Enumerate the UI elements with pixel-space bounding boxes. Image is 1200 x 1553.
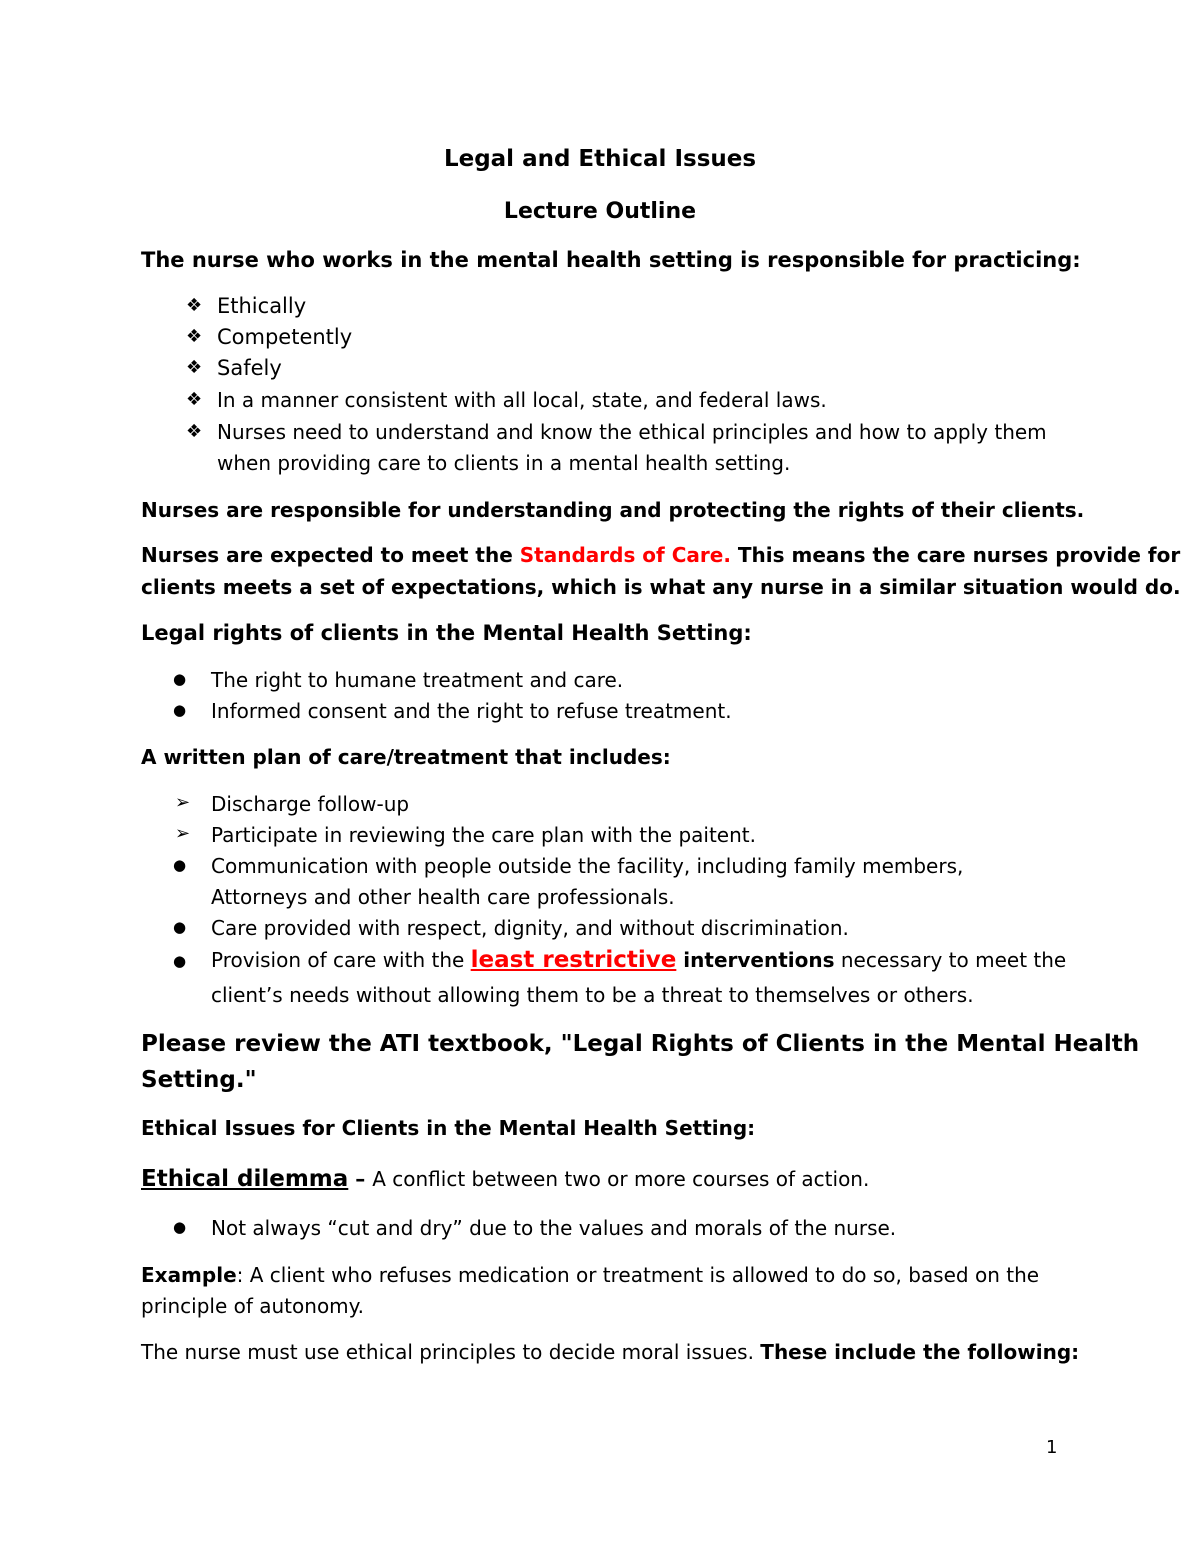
care-plan-heading: A written plan of care/treatment that includes:: [141, 745, 671, 769]
list-item: Safely: [217, 356, 282, 380]
diamond-bullet-icon: ❖: [186, 295, 203, 316]
list-item-continuation: Attorneys and other health care professionals.: [211, 885, 675, 909]
list-item: Participate in reviewing the care plan with the paitent.: [211, 823, 756, 847]
diamond-bullet-icon: ❖: [186, 421, 203, 442]
standards-suffix: This means the care nurses provide for: [730, 543, 1181, 567]
interventions-bold: interventions: [676, 948, 835, 972]
ethical-dilemma-term: Ethical dilemma: [141, 1166, 349, 1192]
list-item-continuation: client’s needs without allowing them to be a threat to themselves or others.: [211, 983, 974, 1007]
dot-bullet-icon: ●: [173, 918, 187, 936]
standards-prefix: Nurses are expected to meet the: [141, 543, 520, 567]
list-item: Discharge follow-up: [211, 792, 410, 816]
closing-bold: These include the following:: [760, 1340, 1080, 1364]
dot-bullet-icon: ●: [173, 952, 187, 970]
list-item: Competently: [217, 325, 353, 349]
dot-bullet-icon: ●: [173, 670, 187, 688]
diamond-bullet-icon: ❖: [186, 357, 203, 378]
list-item: Ethically: [217, 294, 307, 318]
example-text: A client who refuses medication or treatment is allowed to do so, based on the: [249, 1263, 1040, 1287]
least-restrictive-highlight: least restrictive: [470, 947, 677, 973]
ethical-dilemma-definition: [141, 1166, 869, 1194]
diamond-bullet-icon: ❖: [186, 389, 203, 410]
list-item: Care provided with respect, dignity, and without discrimination.: [211, 916, 849, 940]
document-subtitle: Lecture Outline: [503, 199, 697, 224]
page-number: 1: [1046, 1437, 1058, 1458]
review-callout-line2: Setting.": [141, 1067, 257, 1093]
closing-paragraph: [141, 1340, 1079, 1364]
example-colon: :: [236, 1263, 250, 1287]
standards-paragraph-line2: clients meets a set of expectations, which is what any nurse in a similar situation would do.: [141, 575, 1181, 599]
example-paragraph: [141, 1263, 1039, 1287]
arrow-bullet-icon: ➢: [175, 792, 191, 813]
closing-text: The nurse must use ethical principles to decide moral issues.: [141, 1340, 761, 1364]
provision-suffix: necessary to meet the: [834, 948, 1067, 972]
list-item: [211, 947, 1066, 975]
list-item: The right to humane treatment and care.: [211, 668, 624, 692]
list-item: Not always “cut and dry” due to the values and morals of the nurse.: [211, 1216, 897, 1240]
intro-paragraph: The nurse who works in the mental health setting is responsible for practicing:: [141, 248, 1081, 272]
dot-bullet-icon: ●: [173, 1218, 187, 1236]
example-paragraph-line2: principle of autonomy.: [141, 1294, 364, 1318]
dot-bullet-icon: ●: [173, 856, 187, 874]
standards-paragraph: [141, 543, 1180, 567]
list-item: Communication with people outside the facility, including family members,: [211, 854, 964, 878]
review-callout: Please review the ATI textbook, "Legal Rights of Clients in the Mental Health: [141, 1031, 1140, 1057]
dilemma-definition-text: A conflict between two or more courses of action.: [372, 1167, 870, 1191]
list-item: In a manner consistent with all local, state, and federal laws.: [217, 388, 827, 412]
ethical-issues-heading: Ethical Issues for Clients in the Mental Health Setting:: [141, 1116, 756, 1140]
list-item: Informed consent and the right to refuse treatment.: [211, 699, 732, 723]
dot-bullet-icon: ●: [173, 701, 187, 719]
arrow-bullet-icon: ➢: [175, 823, 191, 844]
diamond-bullet-icon: ❖: [186, 326, 203, 347]
example-label: Example: [141, 1263, 237, 1287]
dilemma-dash: –: [348, 1167, 373, 1191]
standards-of-care-highlight: Standards of Care.: [519, 543, 731, 567]
provision-prefix: Provision of care with the: [211, 948, 471, 972]
rights-paragraph: Nurses are responsible for understanding and protecting the rights of their clients.: [141, 498, 1085, 522]
list-item-continuation: when providing care to clients in a mental health setting.: [217, 451, 791, 475]
list-item: Nurses need to understand and know the ethical principles and how to apply them: [217, 420, 1047, 444]
legal-rights-heading: Legal rights of clients in the Mental Health Setting:: [141, 621, 752, 645]
document-title: Legal and Ethical Issues: [443, 146, 757, 172]
